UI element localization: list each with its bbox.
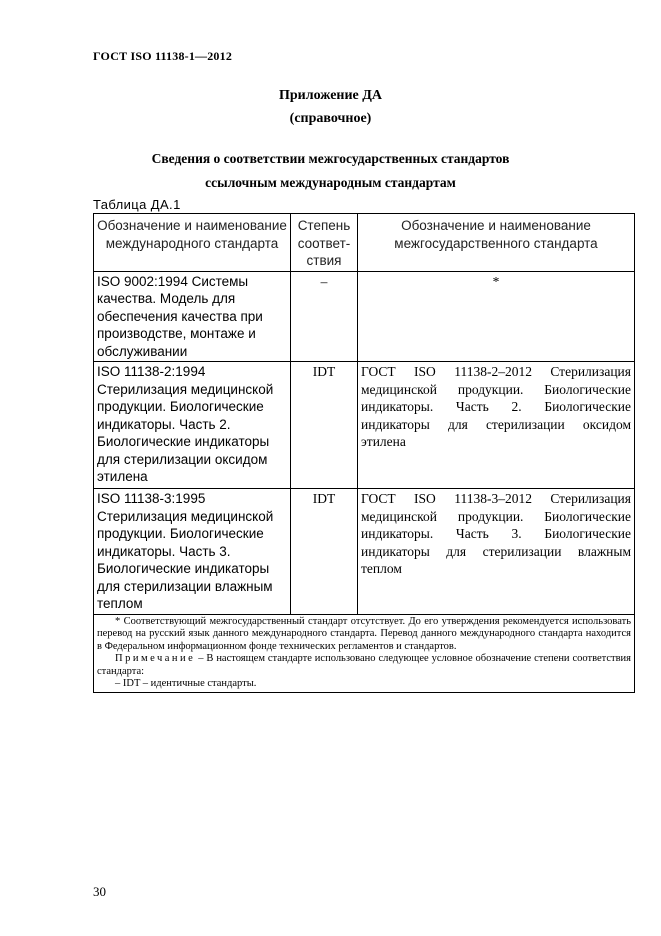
table-label: Таблица ДА.1 [93, 197, 181, 212]
table-note [97, 653, 631, 678]
degree-cell: IDT [291, 489, 358, 615]
appendix-subtitle: (справочное) [289, 111, 372, 126]
table-row [94, 362, 635, 489]
note-label: Примечание [115, 653, 196, 664]
degree-cell: – [291, 271, 358, 362]
interstate-standard-cell: ГОСТ ISO 11138-3–2012 Стерилизация медицинской продукции. Биологические индикаторы. Часть 3. Биологические индикаторы для стерилизации влажным теплом [358, 489, 635, 615]
table-header-row [94, 214, 635, 272]
table-footnote [94, 614, 635, 692]
appendix-title: Приложение ДА [278, 88, 383, 103]
idt-definition: – IDT – идентичные стандарты. [115, 678, 257, 689]
table-row [94, 489, 635, 615]
column-header-degree: Степень соответ-ствия [291, 214, 358, 272]
international-standard-cell: ISO 11138-3:1995 Стерилизация медицинской продукции. Биологические индикаторы. Часть 3. Биологические индикаторы для стерилизации влажным теплом [94, 489, 291, 615]
footnote-star-text: * Соответствующий межгосударственный стандарт отсутствует. До его утверждения рекомендуется использовать перевод на русский язык данного международного стандарта. Перевод данного международного стандарта находится в Федеральном информационном фонде технических регламентов и стандартов. [97, 615, 631, 652]
column-header-interstate: Обозначение и наименование межгосударственного стандарта [358, 214, 635, 272]
document-code: ГОСТ ISO 11138-1—2012 [93, 49, 233, 63]
correspondence-table [93, 213, 635, 693]
section-heading-line1: Сведения о соответствии межгосударственных стандартов [151, 151, 510, 166]
interstate-standard-cell: ГОСТ ISO 11138-2–2012 Стерилизация медицинской продукции. Биологические индикаторы. Часть 2. Биологические индикаторы для стерилизации оксидом этилена [358, 362, 635, 489]
column-header-international: Обозначение и наименование международного стандарта [94, 214, 291, 272]
interstate-standard-cell: * [358, 271, 635, 362]
section-heading-line2: ссылочным международным стандартам [205, 175, 456, 190]
international-standard-cell: ISO 9002:1994 Системы качества. Модель для обеспечения качества при производстве, монтаже и обслуживании [94, 271, 291, 362]
page-number: 30 [93, 884, 106, 899]
degree-cell: IDT [291, 362, 358, 489]
table-footnote-row [94, 614, 635, 692]
international-standard-cell: ISO 11138-2:1994 Стерилизация медицинской продукции. Биологические индикаторы. Часть 2. Биологические индикаторы для стерилизации оксидом этилена [94, 362, 291, 489]
table-row [94, 271, 635, 362]
note-text: – В настоящем стандарте использовано следующее условное обозначение степени соответствия стандарта: [97, 653, 631, 677]
